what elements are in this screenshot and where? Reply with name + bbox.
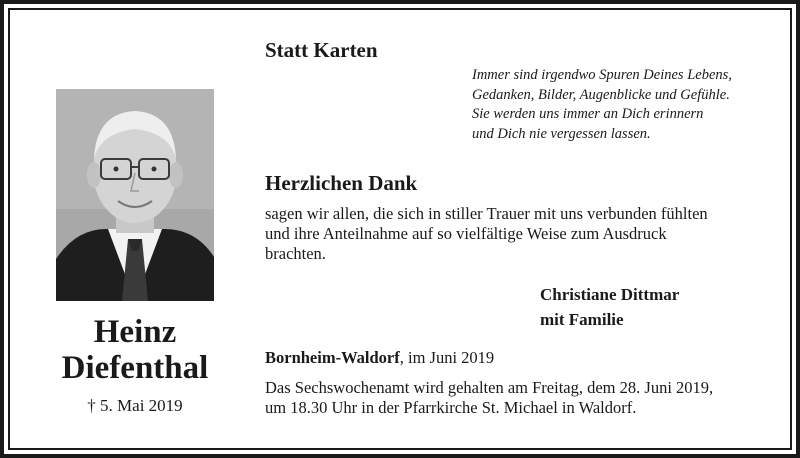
- poem-line: Sie werden uns immer an Dich erinnern: [472, 106, 704, 122]
- poem-line: Immer sind irgendwo Spuren Deines Lebens,: [472, 67, 732, 83]
- thanks-line: brachten.: [265, 244, 326, 263]
- death-date: † 5. Mai 2019: [87, 396, 183, 415]
- thanks-heading: Herzlichen Dank: [265, 171, 418, 195]
- thanks-line: sagen wir allen, die sich in stiller Trauer mit uns verbunden fühlten: [265, 204, 708, 223]
- service-line: um 18.30 Uhr in der Pfarrkirche St. Michael in Waldorf.: [265, 398, 637, 417]
- date-text: , im Juni 2019: [399, 348, 495, 367]
- service-line: Das Sechswochenamt wird gehalten am Freitag, dem 28. Juni 2019,: [265, 378, 714, 397]
- service-info: [265, 378, 713, 418]
- deceased-last-name: Diefenthal: [61, 350, 209, 386]
- thanks-text: [265, 204, 708, 264]
- portrait-photo: [56, 89, 214, 301]
- poem: [472, 66, 732, 144]
- place-name: Bornheim-Waldorf: [265, 348, 400, 367]
- poem-line: Gedanken, Bilder, Augenblicke und Gefühle.: [472, 86, 730, 103]
- signer-line: mit Familie: [540, 310, 624, 329]
- place-date: [265, 348, 494, 368]
- signer: [540, 282, 679, 332]
- signer-line: Christiane Dittmar: [540, 285, 680, 304]
- deceased-first-name: Heinz: [93, 314, 177, 350]
- thanks-line: und ihre Anteilnahme auf so vielfältige Weise zum Ausdruck: [265, 224, 667, 243]
- poem-line: und Dich nie vergessen lassen.: [472, 125, 651, 142]
- statt-karten-heading: Statt Karten: [265, 38, 378, 62]
